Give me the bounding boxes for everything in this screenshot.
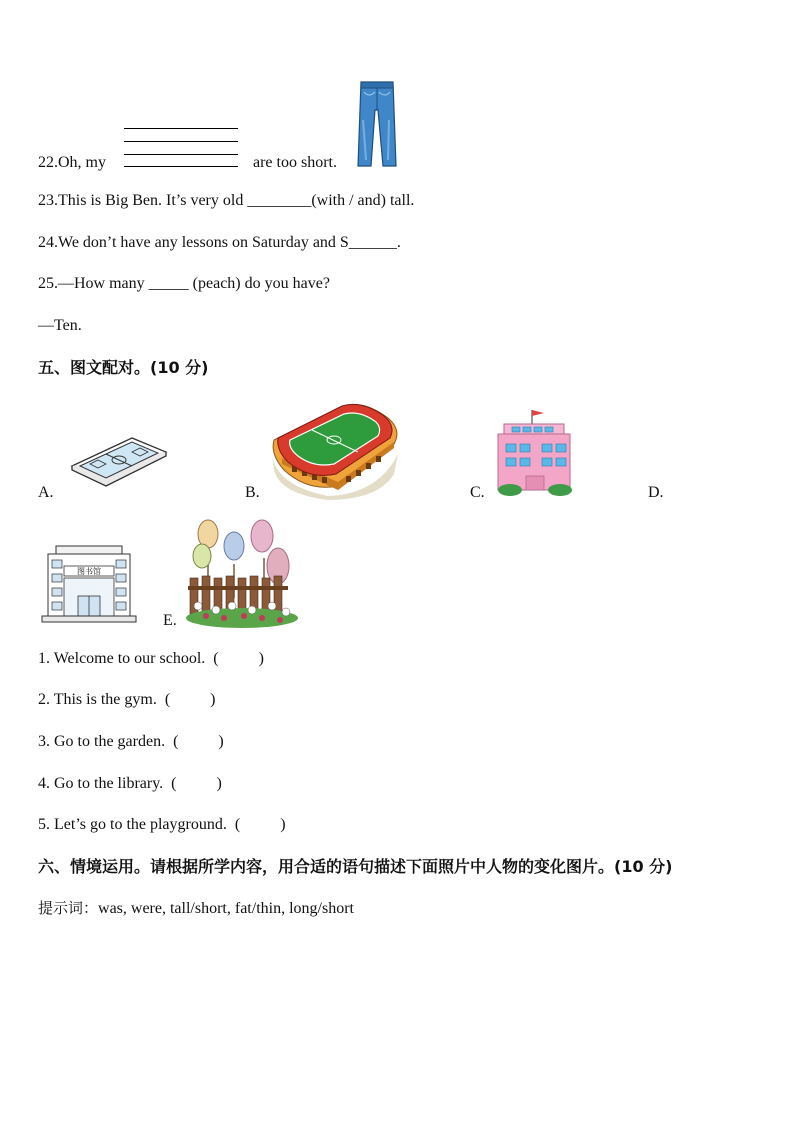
hint-words-line: [38, 898, 354, 919]
sports-court-picture: [62, 430, 170, 492]
library-sign: 图书馆: [77, 567, 101, 576]
answer-blank-lines[interactable]: [124, 128, 238, 168]
garden-picture: [186, 518, 298, 628]
label-c: C.: [470, 484, 485, 501]
question-22-prefix: 22.Oh, my: [38, 154, 106, 171]
school-building-picture: [496, 406, 578, 498]
match-item-3[interactable]: 3. Go to the garden. ( ): [38, 733, 224, 750]
section-5-heading: 五、图文配对。(10 分): [38, 358, 209, 377]
label-b: B.: [245, 484, 260, 501]
question-23: 23.This is Big Ben. It’s very old ________(with / and) tall.: [38, 192, 415, 209]
question-25: 25.—How many _____ (peach) do you have?: [38, 275, 330, 292]
label-a: A.: [38, 484, 54, 501]
match-item-1[interactable]: 1. Welcome to our school. ( ): [38, 650, 264, 667]
library-picture: [40, 544, 138, 624]
match-item-5[interactable]: 5. Let’s go to the playground. ( ): [38, 816, 286, 833]
question-22-suffix: are too short.: [253, 154, 337, 171]
question-25-answer: —Ten.: [38, 317, 82, 334]
match-item-4[interactable]: 4. Go to the library. ( ): [38, 775, 222, 792]
jeans-picture: [355, 80, 399, 170]
stadium-picture: [268, 396, 402, 500]
match-item-2[interactable]: 2. This is the gym. ( ): [38, 691, 216, 708]
label-d: D.: [648, 484, 664, 501]
question-24: 24.We don’t have any lessons on Saturday and S______.: [38, 234, 401, 251]
section-6-heading: 六、情境运用。请根据所学内容，用合适的语句描述下面照片中人物的变化图片。(10 分): [38, 857, 673, 876]
label-e: E.: [163, 612, 177, 629]
hint-label: 提示词：: [38, 899, 99, 917]
hint-words: was, were, tall/short, fat/thin, long/short: [98, 900, 354, 917]
